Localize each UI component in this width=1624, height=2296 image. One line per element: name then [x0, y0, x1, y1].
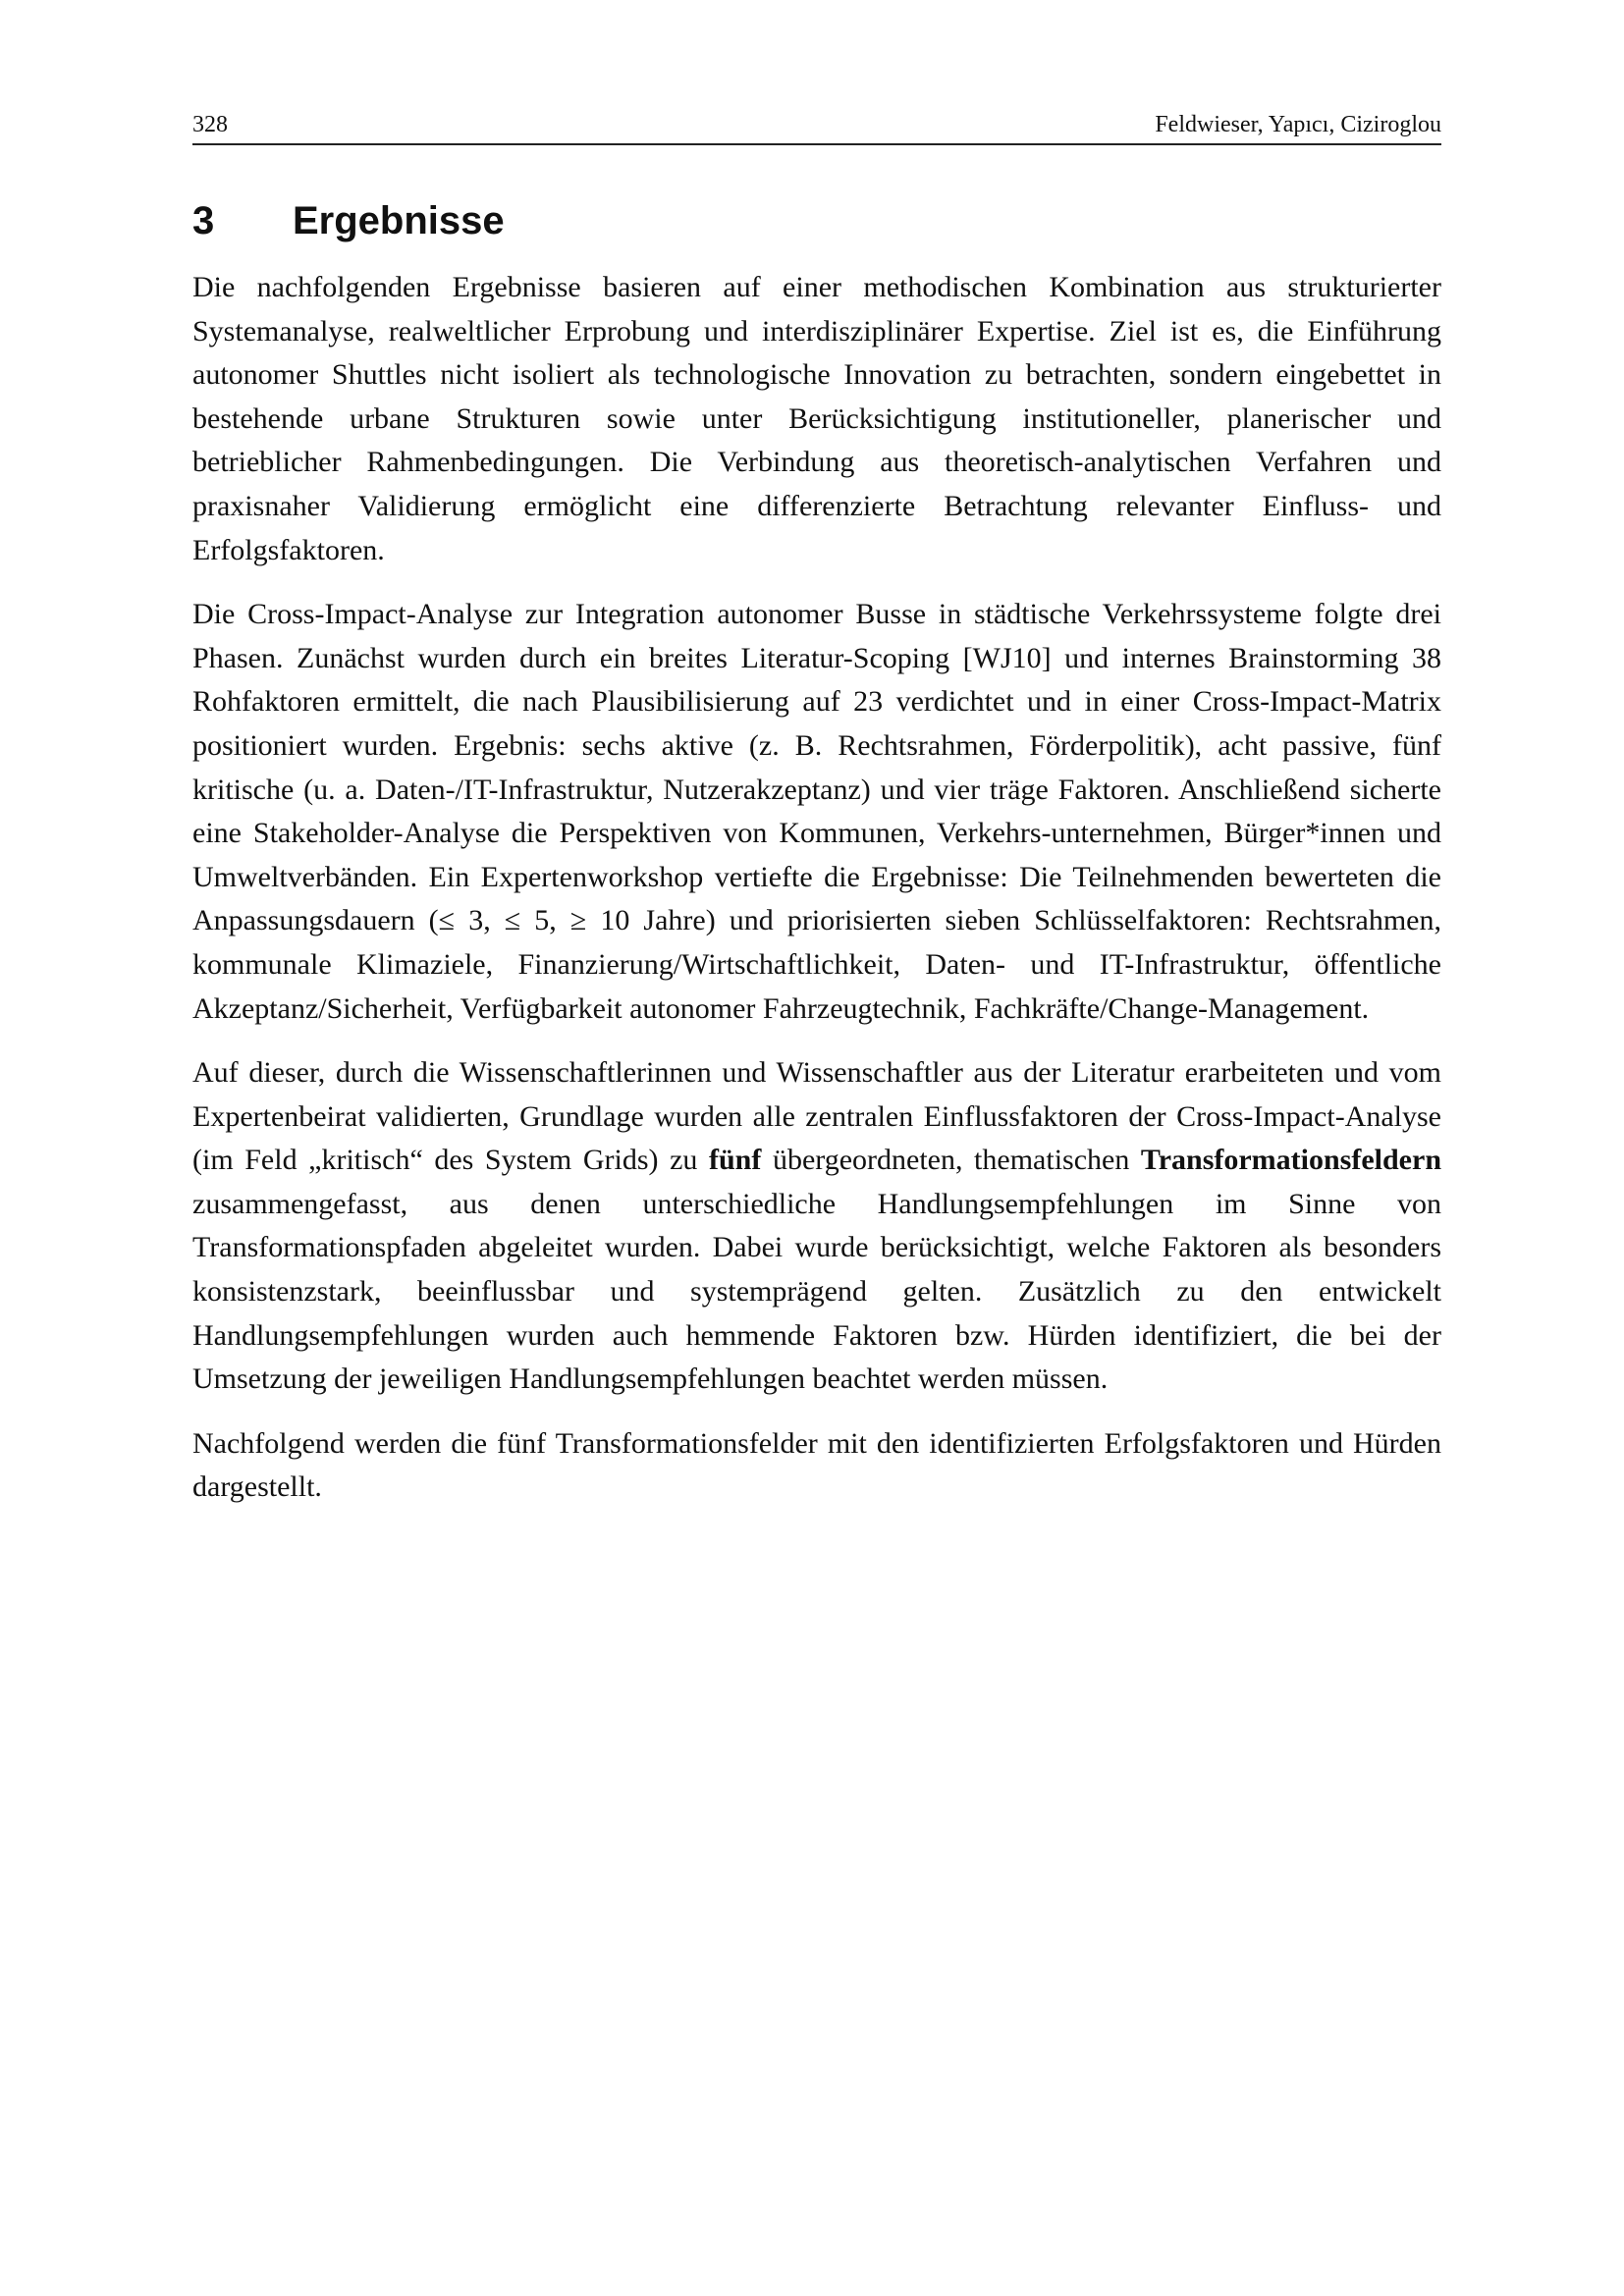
paragraph-transformation-fields [192, 1051, 1441, 1402]
emphasis-transformationsfeldern: Transformationsfeldern [1140, 1144, 1442, 1177]
paragraph-outlook: Nachfolgend werden die fünf Transformationsfelder mit den identifizierten Erfolgsfaktoren und Hürden dargestellt. [192, 1426, 1441, 1504]
paragraph-intro: Die nachfolgenden Ergebnisse basieren auf einer methodischen Kombination aus strukturierter Systemanalyse, realweltlicher Erprobung und interdisziplinärer Expertise. Ziel ist es, die Einführung autonomer Shuttles nicht isoliert als technologische Innovation zu betrachten, sondern eingebettet in bestehende urbane Strukturen sowie unter Berücksichtigung institutioneller, planerischer und betrieblicher Rahmenbedingungen. Die Verbindung aus theoretisch-analytischen Verfahren und praxisnaher Validierung ermöglicht eine differenzierte Betrachtung relevanter Einfluss- und Erfolgsfaktoren. [192, 271, 1441, 566]
section-heading [192, 196, 505, 245]
running-head-authors: Feldwieser, Yapıcı, Ciziroglou [1155, 112, 1441, 137]
body-text [192, 266, 1441, 1530]
paragraph-segment: zusammengefasst, aus denen unterschiedliche Handlungsempfehlungen im Sinne von Transformationspfaden abgeleitet wurden. Dabei wurde berücksichtigt, welche Faktoren als besonders konsistenzstark, beeinflussbar und systemprägend gelten. Zusätzlich zu den entwickelt Handlungsempfehlungen wurden auch hemmende Faktoren bzw. Hürden identifiziert, die bei der Umsetzung der jeweiligen Handlungsempfehlungen beachtet werden müssen. [192, 1187, 1441, 1396]
section-number: 3 [192, 199, 215, 242]
section-title: Ergebnisse [293, 199, 505, 242]
paragraph-segment: übergeordneten, thematischen [761, 1144, 1141, 1177]
paragraph-segment: Auf dieser, durch die Wissenschaftlerinnen und Wissenschaftler aus der Literatur erarbeiteten und vom Expertenbeirat validierten, Grundlage wurden alle zentralen Einflussfaktoren der Cross-Impact-Analyse (im Feld „kritisch“ des System Grids) zu [192, 1056, 1441, 1177]
paragraph-cross-impact: Die Cross-Impact-Analyse zur Integration autonomer Busse in städtische Verkehrssysteme folgte drei Phasen. Zunächst wurden durch ein breites Literatur-Scoping [WJ10] und internes Brainstorming 38 Rohfaktoren ermittelt, die nach Plausibilisierung auf 23 verdichtet und in einer Cross-Impact-Matrix positioniert wurden. Ergebnis: sechs aktive (z. B. Rechtsrahmen, Förderpolitik), acht passive, fünf kritische (u. a. Daten-/IT-Infrastruktur, Nutzerakzeptanz) und vier träge Faktoren. Anschließend sicherte eine Stakeholder-Analyse die Perspektiven von Kommunen, Verkehrs-unternehmen, Bürger*innen und Umweltverbänden. Ein Expertenworkshop vertiefte die Ergebnisse: Die Teilnehmenden bewerteten die Anpassungsdauern (≤ 3, ≤ 5, ≥ 10 Jahre) und priorisierten sieben Schlüsselfaktoren: Rechtsrahmen, kommunale Klimaziele, Finanzierung/Wirtschaftlichkeit, Daten- und IT-Infrastruktur, öffentliche Akzeptanz/Sicherheit, Verfügbarkeit autonomer Fahrzeugtechnik, Fachkräfte/Change-Management. [192, 598, 1441, 1025]
page-header [192, 110, 1441, 145]
page-number: 328 [192, 112, 228, 137]
emphasis-fuenf: fünf [709, 1144, 762, 1177]
